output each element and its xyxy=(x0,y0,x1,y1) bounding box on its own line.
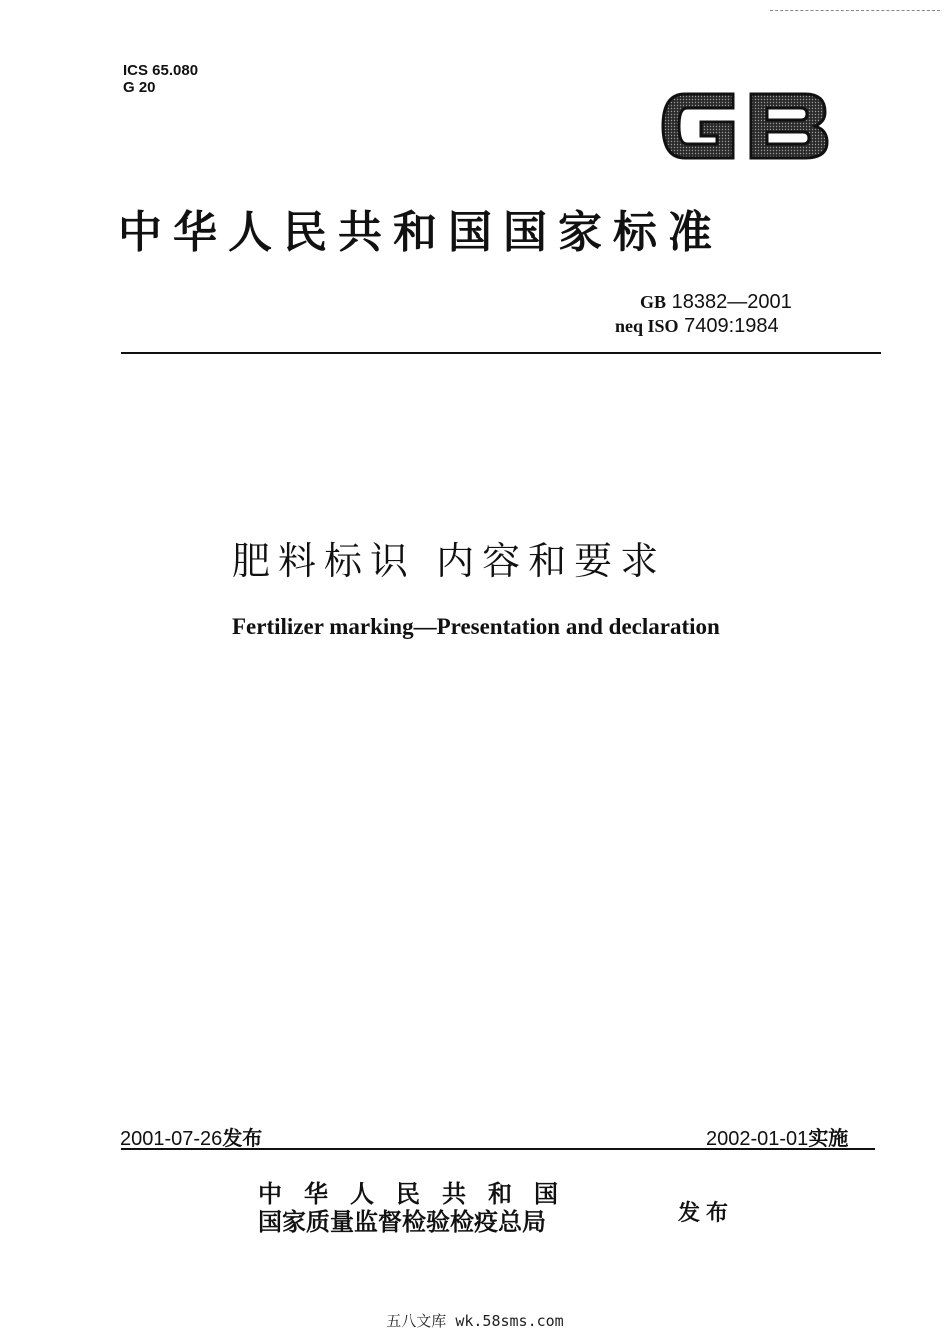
standard-category-title: 中华人民共和国国家标准 xyxy=(118,207,723,258)
implementation-date-value: 2002-01-01 xyxy=(706,1128,809,1150)
ics-code: ICS 65.080 xyxy=(123,62,199,79)
gb-prefix: GB xyxy=(640,292,667,312)
gb-number: 18382—2001 xyxy=(671,291,792,313)
document-title-en: Fertilizer marking—Presentation and declaration xyxy=(232,614,720,639)
footer-divider xyxy=(121,1148,875,1150)
document-title-zh: 肥料标识 内容和要求 xyxy=(232,539,667,583)
implementation-date-label: 实施 xyxy=(808,1126,849,1150)
publisher-block xyxy=(258,1180,580,1236)
classification-codes xyxy=(123,62,198,96)
top-dashed-line xyxy=(770,10,940,11)
iso-equivalence-prefix: neq ISO xyxy=(615,316,679,336)
gb-number-row xyxy=(640,290,792,314)
footer-watermark: 五八文库 wk.58sms.com xyxy=(386,1312,564,1330)
implementation-date xyxy=(706,1122,848,1151)
publisher-line-1: 中华人民共和国 xyxy=(258,1179,580,1208)
iso-equivalence-row xyxy=(615,314,792,338)
publisher-suffix: 发布 xyxy=(678,1200,735,1226)
issue-date-value: 2001-07-26 xyxy=(120,1128,223,1150)
publisher-line-2: 国家质量监督检验检疫总局 xyxy=(258,1207,546,1236)
iso-number: 7409:1984 xyxy=(684,315,779,337)
gb-logo xyxy=(655,80,835,172)
ccs-code: G 20 xyxy=(123,79,156,96)
standard-numbers xyxy=(615,290,792,338)
issue-date-label: 发布 xyxy=(222,1126,263,1150)
issue-date xyxy=(120,1122,262,1151)
header-divider xyxy=(121,352,881,354)
